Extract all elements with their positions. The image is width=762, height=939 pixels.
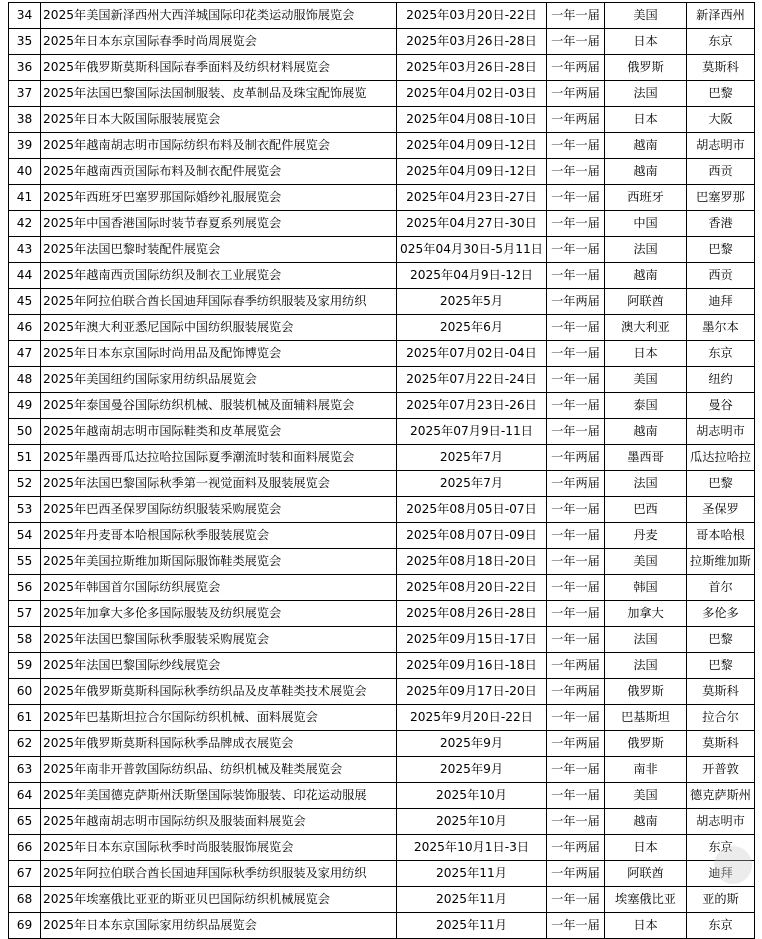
exhibition-frequency: 一年一届 [547,341,605,367]
exhibition-city: 多伦多 [687,601,755,627]
exhibition-name: 2025年日本东京国际秋季时尚服装服饰展览会 [41,835,397,861]
exhibition-country: 中国 [605,211,687,237]
row-number: 60 [9,679,41,705]
exhibition-country: 俄罗斯 [605,55,687,81]
exhibition-name: 2025年日本东京国际春季时尚周展览会 [41,29,397,55]
exhibition-name: 2025年越南西贡国际布料及制衣配件展览会 [41,159,397,185]
table-row [9,107,755,133]
exhibition-country: 日本 [605,913,687,939]
exhibition-city: 巴黎 [687,237,755,263]
row-number: 66 [9,835,41,861]
exhibition-country: 日本 [605,341,687,367]
exhibition-city: 瓜达拉哈拉 [687,445,755,471]
table-row [9,289,755,315]
exhibition-date: 2025年11月 [397,861,547,887]
table-row [9,3,755,29]
row-number: 35 [9,29,41,55]
exhibition-date: 2025年5月 [397,289,547,315]
exhibition-date: 2025年07月22日-24日 [397,367,547,393]
exhibition-name: 2025年美国新泽西州大西洋城国际印花类运动服饰展览会 [41,3,397,29]
exhibition-frequency: 一年一届 [547,315,605,341]
row-number: 53 [9,497,41,523]
exhibition-name: 2025年越南西贡国际纺织及制衣工业展览会 [41,263,397,289]
exhibition-date: 2025年04月9日-12日 [397,263,547,289]
exhibition-date: 2025年04月23日-27日 [397,185,547,211]
watermark-icon [714,846,752,884]
exhibition-name: 2025年澳大利亚悉尼国际中国纺织服装展览会 [41,315,397,341]
table-row [9,159,755,185]
exhibition-country: 越南 [605,159,687,185]
table-row [9,861,755,887]
exhibition-frequency: 一年两届 [547,289,605,315]
row-number: 38 [9,107,41,133]
exhibition-frequency: 一年一届 [547,237,605,263]
exhibition-frequency: 一年一届 [547,497,605,523]
row-number: 61 [9,705,41,731]
exhibition-frequency: 一年两届 [547,861,605,887]
exhibition-city: 巴黎 [687,627,755,653]
exhibition-date: 2025年08月18日-20日 [397,549,547,575]
exhibition-frequency: 一年两届 [547,679,605,705]
table-row [9,419,755,445]
exhibition-country: 埃塞俄比亚 [605,887,687,913]
exhibition-frequency: 一年一届 [547,523,605,549]
exhibition-frequency: 一年一届 [547,185,605,211]
exhibition-date: 2025年04月09日-12日 [397,159,547,185]
table-row [9,211,755,237]
exhibition-country: 墨西哥 [605,445,687,471]
exhibition-country: 俄罗斯 [605,731,687,757]
exhibition-country: 阿联酋 [605,289,687,315]
exhibition-date: 2025年7月 [397,445,547,471]
row-number: 56 [9,575,41,601]
exhibition-city: 巴塞罗那 [687,185,755,211]
exhibition-city: 德克萨斯州 [687,783,755,809]
exhibition-date: 2025年03月26日-28日 [397,29,547,55]
exhibition-frequency: 一年两届 [547,471,605,497]
exhibition-date: 2025年11月 [397,913,547,939]
row-number: 34 [9,3,41,29]
table-row [9,783,755,809]
exhibition-country: 日本 [605,835,687,861]
exhibition-city: 哥本哈根 [687,523,755,549]
exhibition-name: 2025年俄罗斯莫斯科国际秋季品牌成衣展览会 [41,731,397,757]
row-number: 69 [9,913,41,939]
table-row [9,835,755,861]
exhibition-date: 2025年08月26日-28日 [397,601,547,627]
exhibition-date: 2025年08月05日-07日 [397,497,547,523]
exhibition-city: 东京 [687,835,755,861]
row-number: 58 [9,627,41,653]
exhibition-frequency: 一年一届 [547,263,605,289]
exhibition-name: 2025年泰国曼谷国际纺织机械、服装机械及面辅料展览会 [41,393,397,419]
table-row [9,601,755,627]
row-number: 65 [9,809,41,835]
table-row [9,523,755,549]
exhibition-country: 法国 [605,471,687,497]
row-number: 44 [9,263,41,289]
row-number: 57 [9,601,41,627]
row-number: 67 [9,861,41,887]
table-row [9,237,755,263]
row-number: 48 [9,367,41,393]
exhibition-country: 法国 [605,81,687,107]
exhibition-name: 2025年美国拉斯维加斯国际服饰鞋类展览会 [41,549,397,575]
exhibition-name: 2025年法国巴黎国际纱线展览会 [41,653,397,679]
exhibition-date: 2025年9月 [397,757,547,783]
exhibition-country: 阿联酋 [605,861,687,887]
exhibition-date: 2025年7月 [397,471,547,497]
exhibition-city: 东京 [687,341,755,367]
exhibition-frequency: 一年一届 [547,393,605,419]
exhibition-city: 巴黎 [687,653,755,679]
exhibition-frequency: 一年一届 [547,809,605,835]
exhibition-name: 2025年中国香港国际时装节春夏系列展览会 [41,211,397,237]
exhibition-name: 2025年俄罗斯莫斯科国际春季面料及纺织材料展览会 [41,55,397,81]
exhibition-city: 曼谷 [687,393,755,419]
exhibition-date: 2025年07月23日-26日 [397,393,547,419]
exhibition-frequency: 一年一届 [547,549,605,575]
table-row [9,185,755,211]
row-number: 59 [9,653,41,679]
exhibition-frequency: 一年两届 [547,835,605,861]
table-row [9,263,755,289]
exhibition-name: 2025年美国纽约国际家用纺织品展览会 [41,367,397,393]
exhibition-country: 日本 [605,107,687,133]
exhibition-frequency: 一年两届 [547,653,605,679]
row-number: 37 [9,81,41,107]
exhibition-date: 2025年04月09日-12日 [397,133,547,159]
row-number: 63 [9,757,41,783]
row-number: 62 [9,731,41,757]
table-row [9,679,755,705]
exhibition-frequency: 一年一届 [547,757,605,783]
row-number: 52 [9,471,41,497]
exhibition-frequency: 一年一届 [547,419,605,445]
exhibition-city: 胡志明市 [687,133,755,159]
exhibition-city: 西贡 [687,159,755,185]
exhibition-frequency: 一年一届 [547,627,605,653]
exhibition-date: 2025年10月 [397,783,547,809]
table-row [9,731,755,757]
exhibition-date: 2025年09月17日-20日 [397,679,547,705]
exhibition-name: 2025年加拿大多伦多国际服装及纺织展览会 [41,601,397,627]
exhibition-city: 迪拜 [687,289,755,315]
table-row [9,81,755,107]
exhibition-country: 美国 [605,549,687,575]
exhibition-name: 2025年法国巴黎国际法国制服装、皮革制品及珠宝配饰展览 [41,81,397,107]
exhibition-country: 巴基斯坦 [605,705,687,731]
exhibition-city: 西贡 [687,263,755,289]
table-row [9,913,755,939]
exhibition-name: 2025年韩国首尔国际纺织展览会 [41,575,397,601]
exhibition-date: 2025年04月08日-10日 [397,107,547,133]
exhibition-frequency: 一年两届 [547,107,605,133]
row-number: 47 [9,341,41,367]
exhibition-name: 2025年日本东京国际时尚用品及配饰博览会 [41,341,397,367]
exhibition-frequency: 一年一届 [547,601,605,627]
exhibition-name: 2025年日本东京国际家用纺织品展览会 [41,913,397,939]
table-row [9,55,755,81]
exhibition-date: 2025年08月20日-22日 [397,575,547,601]
exhibition-city: 拉合尔 [687,705,755,731]
row-number: 46 [9,315,41,341]
exhibition-name: 2025年巴西圣保罗国际纺织服装采购展览会 [41,497,397,523]
table-row [9,367,755,393]
row-number: 36 [9,55,41,81]
row-number: 41 [9,185,41,211]
exhibition-city: 亚的斯 [687,887,755,913]
exhibition-name: 2025年巴基斯坦拉合尔国际纺织机械、面料展览会 [41,705,397,731]
exhibition-name: 2025年日本大阪国际服装展览会 [41,107,397,133]
exhibition-country: 美国 [605,783,687,809]
exhibition-table-body [9,3,755,939]
exhibition-frequency: 一年两届 [547,731,605,757]
exhibition-city: 纽约 [687,367,755,393]
exhibition-frequency: 一年一届 [547,575,605,601]
exhibition-frequency: 一年两届 [547,81,605,107]
exhibition-date: 2025年10月1日-3日 [397,835,547,861]
exhibition-country: 美国 [605,367,687,393]
exhibition-date: 025年04月30日-5月11日 [397,237,547,263]
exhibition-date: 2025年03月20日-22日 [397,3,547,29]
exhibition-frequency: 一年一届 [547,133,605,159]
exhibition-date: 2025年07月02日-04日 [397,341,547,367]
exhibition-date: 2025年6月 [397,315,547,341]
table-row [9,315,755,341]
exhibition-name: 2025年法国巴黎国际秋季第一视觉面料及服装展览会 [41,471,397,497]
exhibition-city: 东京 [687,913,755,939]
exhibition-name: 2025年西班牙巴塞罗那国际婚纱礼服展览会 [41,185,397,211]
exhibition-name: 2025年阿拉伯联合酋长国迪拜国际春季纺织服装及家用纺织 [41,289,397,315]
exhibition-city: 大阪 [687,107,755,133]
table-row [9,757,755,783]
exhibition-city: 圣保罗 [687,497,755,523]
table-row [9,627,755,653]
exhibition-frequency: 一年两届 [547,55,605,81]
exhibition-name: 2025年南非开普敦国际纺织品、纺织机械及鞋类展览会 [41,757,397,783]
exhibition-name: 2025年越南胡志明市国际纺织及服装面料展览会 [41,809,397,835]
exhibition-country: 丹麦 [605,523,687,549]
table-row [9,549,755,575]
exhibition-country: 法国 [605,237,687,263]
exhibition-date: 2025年03月26日-28日 [397,55,547,81]
table-row [9,471,755,497]
exhibition-country: 美国 [605,3,687,29]
exhibition-name: 2025年越南胡志明市国际纺织布料及制衣配件展览会 [41,133,397,159]
table-row [9,497,755,523]
exhibition-table-container [8,2,755,939]
exhibition-date: 2025年04月27日-30日 [397,211,547,237]
exhibition-name: 2025年丹麦哥本哈根国际秋季服装展览会 [41,523,397,549]
exhibition-country: 南非 [605,757,687,783]
table-row [9,887,755,913]
exhibition-name: 2025年埃塞俄比亚亚的斯亚贝巴国际纺织机械展览会 [41,887,397,913]
row-number: 64 [9,783,41,809]
exhibition-name: 2025年法国巴黎时装配件展览会 [41,237,397,263]
exhibition-country: 日本 [605,29,687,55]
row-number: 49 [9,393,41,419]
exhibition-country: 越南 [605,809,687,835]
exhibition-date: 2025年9月20日-22日 [397,705,547,731]
table-row [9,705,755,731]
exhibition-country: 法国 [605,653,687,679]
exhibition-city: 拉斯维加斯 [687,549,755,575]
row-number: 39 [9,133,41,159]
exhibition-city: 莫斯科 [687,679,755,705]
exhibition-city: 墨尔本 [687,315,755,341]
exhibition-country: 韩国 [605,575,687,601]
exhibition-frequency: 一年一届 [547,783,605,809]
table-row [9,445,755,471]
exhibition-frequency: 一年一届 [547,159,605,185]
exhibition-city: 开普敦 [687,757,755,783]
row-number: 42 [9,211,41,237]
exhibition-name: 2025年墨西哥瓜达拉哈拉国际夏季潮流时装和面料展览会 [41,445,397,471]
exhibition-date: 2025年08月07日-09日 [397,523,547,549]
table-row [9,809,755,835]
exhibition-frequency: 一年一届 [547,29,605,55]
exhibition-city: 胡志明市 [687,809,755,835]
exhibition-city: 东京 [687,29,755,55]
exhibition-city: 首尔 [687,575,755,601]
exhibition-country: 越南 [605,419,687,445]
exhibition-date: 2025年09月16日-18日 [397,653,547,679]
exhibition-date: 2025年07月9日-11日 [397,419,547,445]
exhibition-date: 2025年10月 [397,809,547,835]
exhibition-country: 越南 [605,263,687,289]
exhibition-frequency: 一年两届 [547,445,605,471]
exhibition-city: 香港 [687,211,755,237]
exhibition-city: 新泽西州 [687,3,755,29]
exhibition-city: 莫斯科 [687,55,755,81]
exhibition-table [8,2,755,939]
exhibition-country: 越南 [605,133,687,159]
row-number: 54 [9,523,41,549]
row-number: 50 [9,419,41,445]
exhibition-country: 澳大利亚 [605,315,687,341]
exhibition-name: 2025年美国德克萨斯州沃斯堡国际装饰服装、印花运动服展 [41,783,397,809]
exhibition-name: 2025年越南胡志明市国际鞋类和皮革展览会 [41,419,397,445]
exhibition-city: 胡志明市 [687,419,755,445]
table-row [9,575,755,601]
exhibition-city: 巴黎 [687,81,755,107]
row-number: 68 [9,887,41,913]
table-row [9,133,755,159]
exhibition-country: 西班牙 [605,185,687,211]
exhibition-frequency: 一年一届 [547,705,605,731]
exhibition-frequency: 一年一届 [547,211,605,237]
exhibition-country: 泰国 [605,393,687,419]
exhibition-frequency: 一年一届 [547,913,605,939]
exhibition-date: 2025年09月15日-17日 [397,627,547,653]
table-row [9,393,755,419]
row-number: 45 [9,289,41,315]
exhibition-country: 俄罗斯 [605,679,687,705]
exhibition-country: 巴西 [605,497,687,523]
exhibition-date: 2025年9月 [397,731,547,757]
table-row [9,341,755,367]
exhibition-date: 2025年11月 [397,887,547,913]
exhibition-name: 2025年法国巴黎国际秋季服装采购展览会 [41,627,397,653]
exhibition-city: 莫斯科 [687,731,755,757]
exhibition-date: 2025年04月02日-03日 [397,81,547,107]
table-row [9,29,755,55]
exhibition-country: 加拿大 [605,601,687,627]
exhibition-city: 迪拜 [687,861,755,887]
exhibition-city: 巴黎 [687,471,755,497]
exhibition-frequency: 一年一届 [547,887,605,913]
exhibition-name: 2025年俄罗斯莫斯科国际秋季纺织品及皮革鞋类技术展览会 [41,679,397,705]
exhibition-name: 2025年阿拉伯联合酋长国迪拜国际秋季纺织服装及家用纺织 [41,861,397,887]
exhibition-frequency: 一年一届 [547,367,605,393]
exhibition-country: 法国 [605,627,687,653]
row-number: 51 [9,445,41,471]
row-number: 40 [9,159,41,185]
exhibition-frequency: 一年一届 [547,3,605,29]
table-row [9,653,755,679]
row-number: 55 [9,549,41,575]
row-number: 43 [9,237,41,263]
